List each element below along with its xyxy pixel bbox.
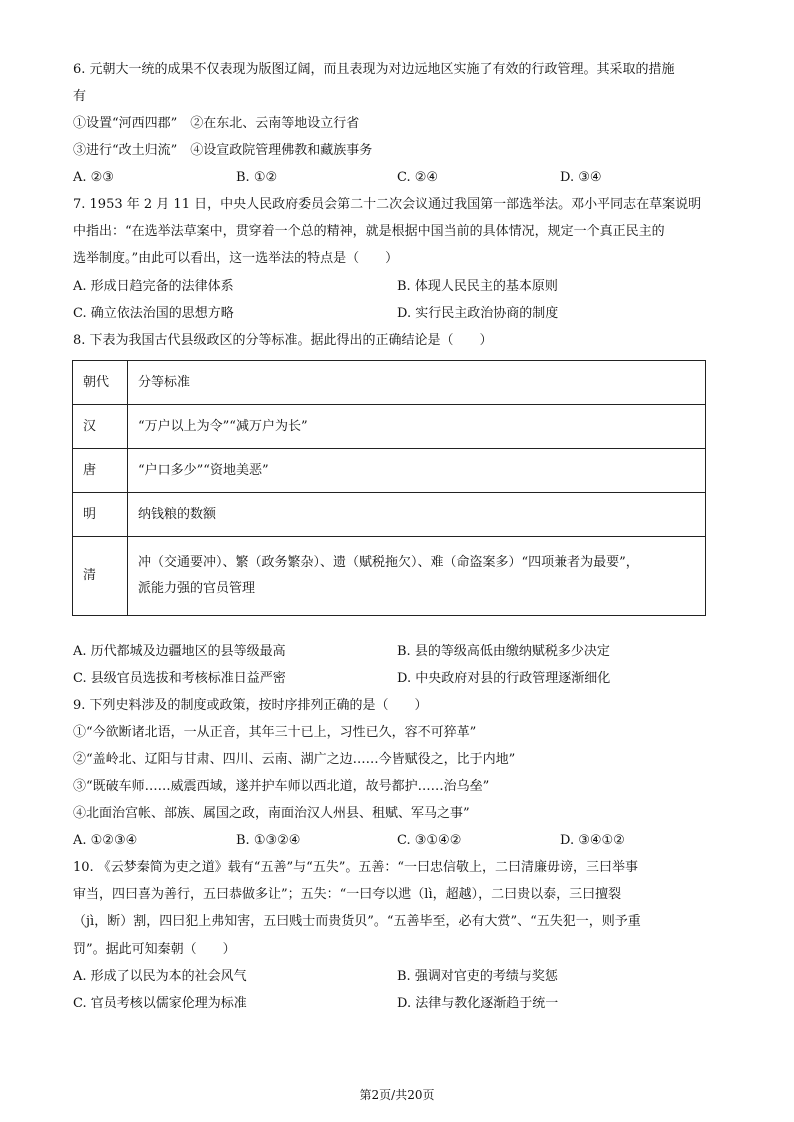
q10-stem-line4: 罚”。据此可知秦朝（ ） <box>73 942 236 957</box>
table-row <box>73 537 706 616</box>
county-grading-table <box>72 360 706 616</box>
table-header-standard: 分等标准 <box>128 361 706 405</box>
table-header-dynasty: 朝代 <box>73 361 128 405</box>
q8-option-a[interactable]: A. 历代都城及边疆地区的县等级最高 <box>73 644 286 659</box>
q7-stem-line1: 7. 1953 年 2 月 11 日，中央人民政府委员会第二十二次会议通过我国第一部选举法。邓小平同志在草案说明 <box>73 197 702 212</box>
q7-stem-line2: 中指出：“在选举法草案中，贯穿着一个总的精神，就是根据中国当前的具体情况，规定一个真正民主的 <box>73 224 665 239</box>
q6-stem-line1: 6. 元朝大一统的成果不仅表现为版图辽阔，而且表现为对边远地区实施了有效的行政管理。其采取的措施 <box>73 62 675 77</box>
q9-item-2: ②“盖岭北、辽阳与甘肃、四川、云南、湖广之边……今皆赋役之，比于内地” <box>73 752 516 767</box>
q9-item-1: ①“今欲断诸北语，一从正音，其年三十已上，习性已久，容不可猝革” <box>73 725 477 740</box>
q10-option-a[interactable]: A. 形成了以民为本的社会风气 <box>73 969 247 984</box>
table-row <box>73 449 706 493</box>
q8-option-b[interactable]: B. 县的等级高低由缴纳赋税多少决定 <box>397 644 610 659</box>
q6-item-3-4: ③进行“改土归流” ④设宣政院管理佛教和藏族事务 <box>73 143 373 158</box>
q9-item-4: ④北面治宫帐、部族、属国之政，南面治汉人州县、租赋、军马之事” <box>73 806 470 821</box>
q10-stem-line1: 10. 《云梦秦简为吏之道》载有“五善”与“五失”。五善：“一曰忠信敬上，二曰清廉毋谤，三曰举事 <box>73 860 639 875</box>
q6-option-c[interactable]: C. ②④ <box>397 170 439 185</box>
q9-item-3: ③“既破车师……威震西域，遂并护车师以西北道，故号都护……治乌垒” <box>73 779 490 794</box>
table-cell-standard: 纳钱粮的数额 <box>128 493 706 537</box>
q10-options-row1 <box>73 968 713 986</box>
q8-options-row1 <box>73 643 713 661</box>
table-row <box>73 493 706 537</box>
table-cell-dynasty: 唐 <box>73 449 128 493</box>
q8-options-row2 <box>73 670 713 688</box>
q10-stem-line3: （jì，断）割，四曰犯上弗知害，五曰贱士而贵货贝”。“五善毕至，必有大赏”、“五失犯一，则予重 <box>73 914 641 929</box>
table-cell-standard <box>128 537 706 616</box>
q6-option-a[interactable]: A. ②③ <box>73 170 114 185</box>
q6-stem-line2: 有 <box>73 89 87 104</box>
q7-option-d[interactable]: D. 实行民主政治协商的制度 <box>397 306 559 321</box>
q10-options-row2 <box>73 995 713 1013</box>
q7-options-row1 <box>73 278 713 296</box>
table-cell-standard: “万户以上为令”“减万户为长” <box>128 405 706 449</box>
q10-option-b[interactable]: B. 强调对官吏的考绩与奖惩 <box>397 969 558 984</box>
q9-stem: 9. 下列史料涉及的制度或政策，按时序排列正确的是（ ） <box>73 698 428 713</box>
q7-options-row2 <box>73 305 713 323</box>
q10-option-d[interactable]: D. 法律与教化逐渐趋于统一 <box>397 996 559 1011</box>
q6-options <box>73 169 713 187</box>
q10-stem-line2: 审当，四曰喜为善行，五曰恭做多让”；五失：“一曰夸以迣（lì，超越），二曰贵以泰，三曰擅裂 <box>73 887 622 902</box>
q7-stem-line3: 选举制度。”由此可以看出，这一选举法的特点是（ ） <box>73 251 399 266</box>
table-cell-dynasty: 汉 <box>73 405 128 449</box>
q8-stem: 8. 下表为我国古代县级政区的分等标准。据此得出的正确结论是（ ） <box>73 333 493 348</box>
q6-item-1-2: ①设置“河西四郡” ②在东北、云南等地设立行省 <box>73 116 360 131</box>
q8-option-d[interactable]: D. 中央政府对县的行政管理逐渐细化 <box>397 671 611 686</box>
q9-option-c[interactable]: C. ③①④② <box>397 833 462 848</box>
q6-option-b[interactable]: B. ①② <box>236 170 278 185</box>
table-cell-standard-line1: 冲（交通要冲）、繁（政务繁杂）、遗（赋税拖欠）、难（命盗案多）“四项兼者为最要”， <box>138 555 639 570</box>
q9-option-b[interactable]: B. ①③②④ <box>236 833 301 848</box>
q8-option-c[interactable]: C. 县级官员选拔和考核标准日益严密 <box>73 671 286 686</box>
q7-option-b[interactable]: B. 体现人民民主的基本原则 <box>397 279 558 294</box>
page-number-footer: 第2页/共20页 <box>359 1088 435 1102</box>
table-row <box>73 405 706 449</box>
q9-option-a[interactable]: A. ①②③④ <box>73 833 138 848</box>
table-header-row <box>73 361 706 405</box>
table-cell-standard-line2: 派能力强的官员管理 <box>138 581 256 596</box>
q9-options <box>73 832 713 850</box>
table-cell-standard: “户口多少”“资地美恶” <box>128 449 706 493</box>
q9-option-d[interactable]: D. ③④①② <box>560 833 625 848</box>
q10-option-c[interactable]: C. 官员考核以儒家伦理为标准 <box>73 996 247 1011</box>
q6-option-d[interactable]: D. ③④ <box>560 170 602 185</box>
table-cell-dynasty: 清 <box>73 537 128 616</box>
table-cell-dynasty: 明 <box>73 493 128 537</box>
q7-option-a[interactable]: A. 形成日趋完备的法律体系 <box>73 279 234 294</box>
q7-option-c[interactable]: C. 确立依法治国的思想方略 <box>73 306 234 321</box>
